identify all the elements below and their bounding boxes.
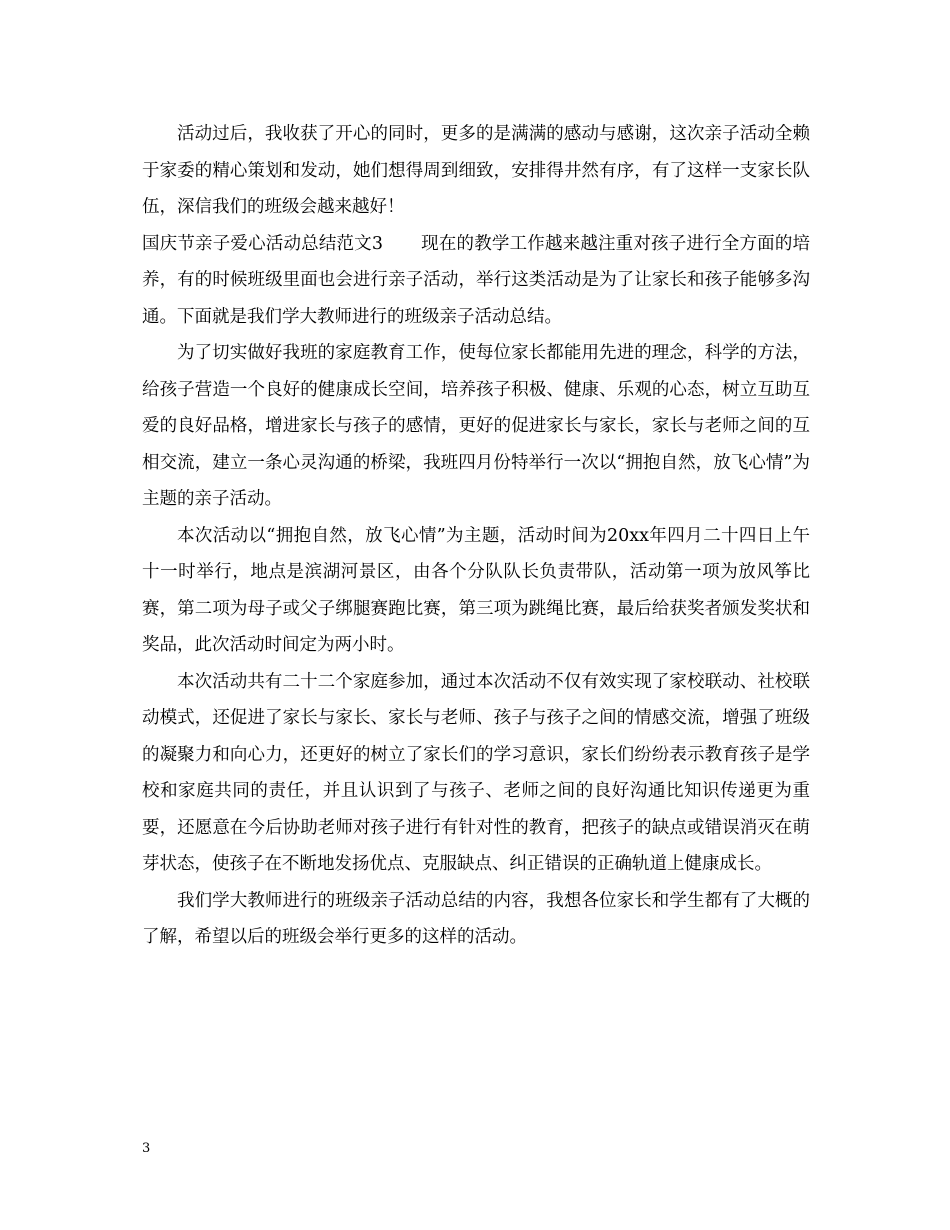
section-intro: 现在的教学工作越来越注重对孩子进行全方面的培养，有的时候班级里面也会进行亲子活动，举行这类活动是为了让家长和孩子能够多沟通。下面就是我们学大教师进行的班级亲子活动总结。 bbox=[142, 233, 810, 327]
section-heading-paragraph bbox=[142, 226, 810, 336]
section-title: 国庆节亲子爱心活动总结范文3 bbox=[142, 233, 383, 254]
paragraph-5: 我们学大教师进行的班级亲子活动总结的内容，我想各位家长和学生都有了大概的了解，希望以后的班级会举行更多的这样的活动。 bbox=[142, 890, 810, 947]
paragraph-1: 活动过后，我收获了开心的同时，更多的是满满的感动与感谢，这次亲子活动全赖于家委的精心策划和发动，她们想得周到细致，安排得井然有序，有了这样一支家长队伍，深信我们的班级会越来越好！ bbox=[142, 124, 810, 217]
paragraph-4: 本次活动共有二十二个家庭参加，通过本次活动不仅有效实现了家校联动、社校联动模式，还促进了家长与家长、家长与老师、孩子与孩子之间的情感交流，增强了班级的凝聚力和向心力，还更好的树立了家长们的学习意识，家长们纷纷表示教育孩子是学校和家庭共同的责任，并且认识到了与孩子、老师之间的良好沟通比知识传递更为重要，还愿意在今后协助老师对孩子进行有针对性的教育，把孩子的缺点或错误消灭在萌芽状态，使孩子在不断地发扬优点、克服缺点、纠正错误的正确轨道上健康成长。 bbox=[142, 671, 810, 874]
document-body bbox=[142, 116, 810, 956]
paragraph-2: 为了切实做好我班的家庭教育工作，使每位家长都能用先进的理念，科学的方法，给孩子营造一个良好的健康成长空间，培养孩子积极、健康、乐观的心态，树立互助互爱的良好品格，增进家长与孩子的感情，更好的促进家长与家长，家长与老师之间的互相交流，建立一条心灵沟通的桥梁，我班四月份特举行一次以“拥抱自然，放飞心情”为主题的亲子活动。 bbox=[142, 343, 810, 509]
page-number: 3 bbox=[142, 1141, 151, 1156]
paragraph-3: 本次活动以“拥抱自然，放飞心情”为主题，活动时间为20xx年四月二十四日上午十一时举行，地点是滨湖河景区，由各个分队队长负责带队，活动第一项为放风筝比赛，第二项为母子或父子绑腿赛跑比赛，第三项为跳绳比赛，最后给获奖者颁发奖状和奖品，此次活动时间定为两小时。 bbox=[142, 525, 810, 655]
